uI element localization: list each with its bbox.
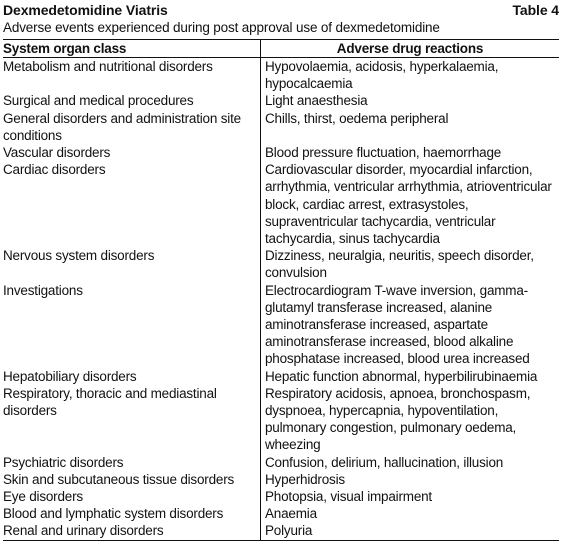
- adverse-reactions-cell: Chills, thirst, oedema peripheral: [265, 110, 449, 126]
- document-title: Dexmedetomidine Viatris: [3, 2, 168, 18]
- table-row: [3, 522, 559, 540]
- system-organ-class-cell: Metabolism and nutritional disorders: [3, 58, 261, 93]
- adverse-reactions-cell: Cardiovascular disorder, myocardial infarction, arrhythmia, ventricular arrhythmia, atrioventricular block, cardiac arrest, extrasystoles, supraventricular tachycardia, ventricular tachycardia, sinus tachycardia: [265, 162, 552, 247]
- adverse-reactions-cell: Hepatic function abnormal, hyperbilirubinaemia: [265, 368, 538, 384]
- adverse-events-table: [3, 39, 559, 541]
- adverse-reactions-cell: Polyuria: [261, 522, 560, 540]
- table-row: [3, 144, 559, 161]
- system-organ-class-cell: Eye disorders: [3, 488, 261, 505]
- table-row: [3, 282, 559, 368]
- adverse-reactions-cell: Photopsia, visual impairment: [265, 489, 432, 505]
- table-row: [3, 488, 559, 505]
- system-organ-class-cell: Psychiatric disorders: [3, 454, 261, 471]
- table-row: [3, 385, 559, 454]
- adverse-reactions-cell: Hypovolaemia, acidosis, hyperkalaemia, hypocalcaemia: [265, 59, 499, 92]
- column-header-adverse-drug-reactions: Adverse drug reactions: [261, 40, 560, 58]
- adverse-reactions-cell: Hyperhidrosis: [265, 471, 345, 487]
- system-organ-class-cell: Renal and urinary disorders: [3, 522, 261, 540]
- table-caption: Adverse events experienced during post approval use of dexmedetomidine: [3, 20, 440, 35]
- table-row: [3, 58, 559, 93]
- table-row: [3, 505, 559, 522]
- adverse-reactions-cell: Confusion, delirium, hallucination, illusion: [265, 454, 504, 470]
- table-row: [3, 247, 559, 281]
- table-row: [3, 110, 559, 144]
- table-row: [3, 471, 559, 488]
- title-row: [3, 2, 559, 19]
- adverse-reactions-cell: Respiratory acidosis, apnoea, bronchospasm, dyspnoea, hypercapnia, hypoventilation, pulmonary congestion, pulmonary oedema, wheezing: [265, 385, 531, 453]
- table-row: [3, 161, 559, 247]
- table-row: [3, 92, 559, 109]
- system-organ-class-cell: Skin and subcutaneous tissue disorders: [3, 471, 261, 488]
- table-header-row: [3, 40, 559, 58]
- system-organ-class-cell: Nervous system disorders: [3, 247, 261, 281]
- adverse-reactions-cell: Blood pressure fluctuation, haemorrhage: [265, 145, 502, 161]
- system-organ-class-cell: Surgical and medical procedures: [3, 92, 261, 109]
- table-row: [3, 454, 559, 471]
- system-organ-class-cell: Cardiac disorders: [3, 161, 261, 247]
- system-organ-class-cell: Hepatobiliary disorders: [3, 368, 261, 385]
- table-label: Table 4: [512, 2, 559, 18]
- system-organ-class-cell: Blood and lymphatic system disorders: [3, 505, 261, 522]
- table-row: [3, 368, 559, 385]
- adverse-reactions-cell: Electrocardiogram T-wave inversion, gamma-glutamyl transferase increased, alanine aminotransferase increased, aspartate aminotransferase increased, blood alkaline phosphatase increased, blood urea increased: [265, 282, 530, 367]
- system-organ-class-cell: Investigations: [3, 282, 261, 368]
- system-organ-class-cell: Vascular disorders: [3, 144, 261, 161]
- adverse-reactions-cell: Dizziness, neuralgia, neuritis, speech disorder, convulsion: [265, 248, 534, 281]
- system-organ-class-cell: General disorders and administration site conditions: [3, 110, 261, 144]
- column-header-system-organ-class: System organ class: [3, 40, 261, 58]
- adverse-reactions-cell: Anaemia: [265, 506, 317, 522]
- system-organ-class-cell: Respiratory, thoracic and mediastinal disorders: [3, 385, 261, 454]
- adverse-reactions-cell: Light anaesthesia: [265, 93, 368, 109]
